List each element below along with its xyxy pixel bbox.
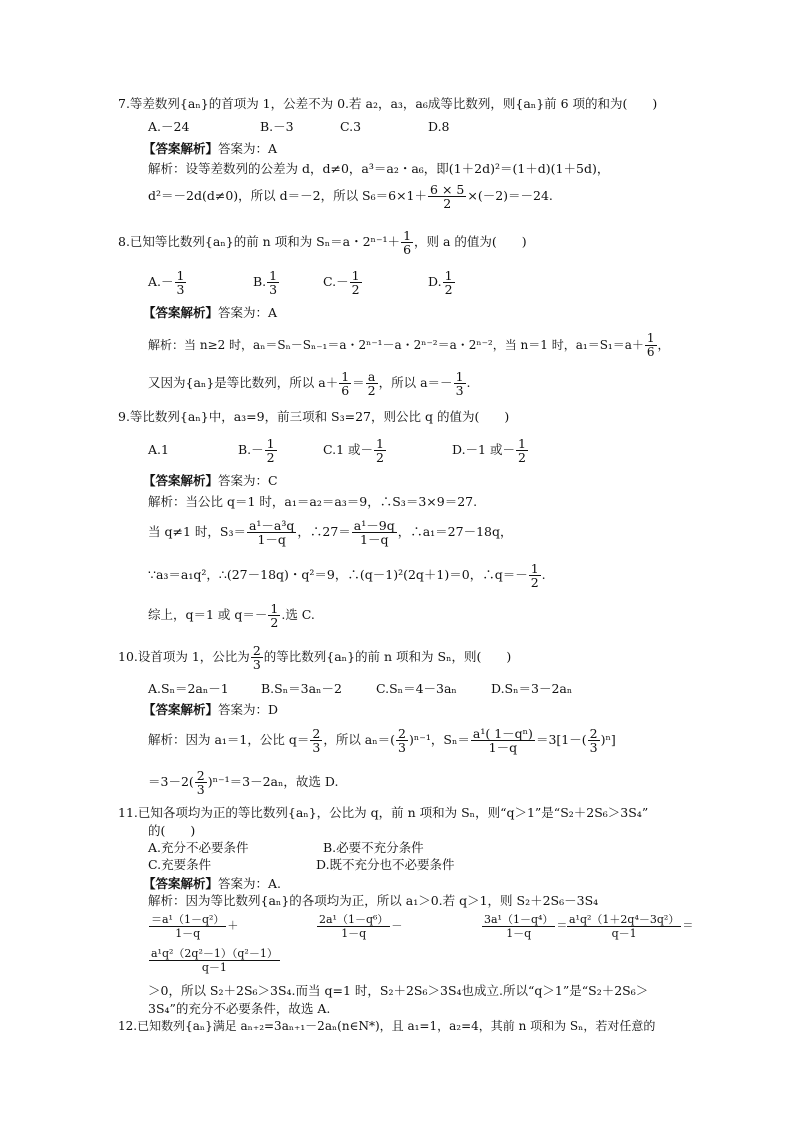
q11-solution-line3: 3S₄”的充分不必要条件，故选 A. bbox=[148, 1001, 331, 1016]
q12-stem: 12.已知数列{aₙ}满足 aₙ₊₂=3aₙ₊₁－2aₙ(n∈N*)，且 a₁=1，a₂=4，其前 n 项和为 Sₙ，若对任意的 bbox=[118, 1019, 656, 1033]
q7-solution-line1: 解析：设等差数列的公差为 d，d≠0，a³＝a₂・a₆，即(1＋2d)²＝(1＋d)(1＋5d)， bbox=[148, 161, 610, 176]
q11-answer: 【答案解析】答案为：A. bbox=[143, 876, 282, 891]
q11-fraction-2: $\frac{\text{2a¹（1－q⁶）}}{1-q}$ － bbox=[319, 912, 403, 940]
q7-stem: 7.等差数列{aₙ}的首项为 1，公差不为 0.若 a₂，a₃，a₆成等比数列，则{aₙ}前 6 项的和为( ) bbox=[118, 96, 658, 111]
q7-option-d: D.8 bbox=[428, 119, 450, 134]
q9-solution-line1: 解析：当公比 q＝1 时，a₁＝a₂＝a₃＝9，∴S₃＝3×9＝27. bbox=[148, 494, 478, 509]
q11-fraction-4: $\frac{\text{a¹q²（1＋2q⁴－3q²）}}{q-1}$ ＝ bbox=[569, 912, 694, 940]
q8-option-d: D. $\frac{1}{2}$ bbox=[428, 268, 453, 297]
q11-stem-line2: 的( ) bbox=[148, 823, 196, 838]
q11-option-d: D.既不充分也不必要条件 bbox=[316, 857, 455, 872]
q9-solution-line2: 当 q≠1 时，S₃＝ $\frac{\text{a¹－a³q}}{1-q}$ ，∴27＝ $\frac{\text{a¹－9q}}{1-q}$ ，∴a₁＝27－18q， bbox=[148, 518, 513, 547]
q7-answer: 【答案解析】答案为：A bbox=[143, 141, 278, 156]
q10-solution-line1: 解析：因为 a₁＝1，公比 q＝ $\frac{2}{3}$ ，所以 aₙ＝( $\frac{2}{3}$ )ⁿ⁻¹，Sₙ＝ $\frac{\text{a¹( 1－qⁿ)}}{1-q}$ ＝3[1－( $\frac{2}{3}$ )ⁿ] bbox=[148, 726, 616, 755]
q11-fraction-3: $\frac{\text{3a¹（1－q⁴）}}{1-q}$ ＝ bbox=[484, 912, 568, 940]
q8-option-b: B. $\frac{1}{3}$ bbox=[253, 268, 278, 297]
q11-fraction-5: $\frac{\text{a¹q²（2q²－1）（q²－1）}}{q-1}$ bbox=[151, 946, 278, 974]
q10-option-a: A.Sₙ＝2aₙ－1 bbox=[148, 681, 229, 696]
q9-stem: 9.等比数列{aₙ}中，a₃=9，前三项和 S₃=27，则公比 q 的值为( ) bbox=[118, 409, 510, 424]
q9-option-d: D.－1 或－ $\frac{1}{2}$ bbox=[452, 436, 526, 465]
q11-option-c: C.充要条件 bbox=[148, 857, 212, 872]
q10-option-d: D.Sₙ＝3－2aₙ bbox=[491, 681, 573, 696]
q7-option-c: C.3 bbox=[340, 119, 362, 134]
q8-stem: 8.已知等比数列{aₙ}的前 n 项和为 Sₙ＝a・2ⁿ⁻¹＋ $\frac{1}{6}$ ，则 a 的值为( ) bbox=[118, 228, 527, 257]
q11-solution-line2: ＞0，所以 S₂＋2S₆＞3S₄.而当 q=1 时，S₂＋2S₆＞3S₄也成立.所以“q＞1”是“S₂＋2S₆＞ bbox=[148, 983, 649, 998]
q7-option-a: A.－24 bbox=[148, 119, 190, 134]
q9-option-b: B.－ $\frac{1}{2}$ bbox=[238, 436, 275, 465]
q11-solution-line1: 解析：因为等比数列{aₙ}的各项均为正，所以 a₁＞0.若 q＞1，则 S₂＋2S₆－3S₄ bbox=[148, 893, 599, 908]
q10-option-c: C.Sₙ＝4－3aₙ bbox=[376, 681, 457, 696]
q8-solution-line2: 又因为{aₙ}是等比数列，所以 a＋ $\frac{1}{6}$ ＝ $\frac{a}{2}$ ，所以 a＝－ $\frac{1}{3}$ . bbox=[148, 369, 471, 398]
q11-option-a: A.充分不必要条件 bbox=[148, 840, 249, 855]
q9-answer: 【答案解析】答案为：C bbox=[143, 473, 278, 488]
q8-solution-line1: 解析：当 n≥2 时，aₙ＝Sₙ－Sₙ₋₁＝a・2ⁿ⁻¹－a・2ⁿ⁻²＝a・2ⁿ⁻²，当 n＝1 时，a₁＝S₁＝a＋ $\frac{1}{6}$ ， bbox=[148, 331, 670, 359]
q11-option-b: B.必要不充分条件 bbox=[323, 840, 424, 855]
q8-option-c: C.－ $\frac{1}{2}$ bbox=[323, 268, 360, 297]
q7-solution-line2: d²＝－2d(d≠0)，所以 d＝－2，所以 S₆＝6×1＋ $\frac{6 \times 5}{2}$ ×(－2)＝－24. bbox=[148, 182, 553, 211]
q8-option-a: A.－ $\frac{1}{3}$ bbox=[148, 268, 185, 297]
q9-solution-line3: ∵a₃＝a₁q²，∴(27－18q)・q²＝9，∴(q－1)²(2q＋1)＝0，∴q＝－ $\frac{1}{2}$ . bbox=[148, 561, 546, 590]
q9-option-c: C.1 或－ $\frac{1}{2}$ bbox=[323, 436, 384, 465]
q10-option-b: B.Sₙ＝3aₙ－2 bbox=[261, 681, 342, 696]
q8-answer: 【答案解析】答案为：A bbox=[143, 305, 278, 320]
q10-solution-line2: ＝3－2( $\frac{2}{3}$ )ⁿ⁻¹＝3－2aₙ，故选 D. bbox=[148, 768, 339, 797]
q9-option-a: A.1 bbox=[148, 442, 169, 457]
q9-solution-line4: 综上，q＝1 或 q＝－ $\frac{1}{2}$ .选 C. bbox=[148, 601, 315, 630]
q11-fraction-1: $\frac{\text{＝a¹（1－q²）}}{1-q}$ ＋ bbox=[151, 912, 239, 940]
q10-stem: 10.设首项为 1，公比为 $\frac{2}{3}$ 的等比数列{aₙ}的前 n 项和为 Sₙ，则( ) bbox=[118, 643, 512, 672]
q7-option-b: B.－3 bbox=[260, 119, 294, 134]
q11-stem-line1: 11.已知各项均为正的等比数列{aₙ}，公比为 q，前 n 项和为 Sₙ，则“q＞1”是“S₂＋2S₆＞3S₄” bbox=[118, 805, 649, 820]
q10-answer: 【答案解析】答案为：D bbox=[143, 702, 279, 717]
